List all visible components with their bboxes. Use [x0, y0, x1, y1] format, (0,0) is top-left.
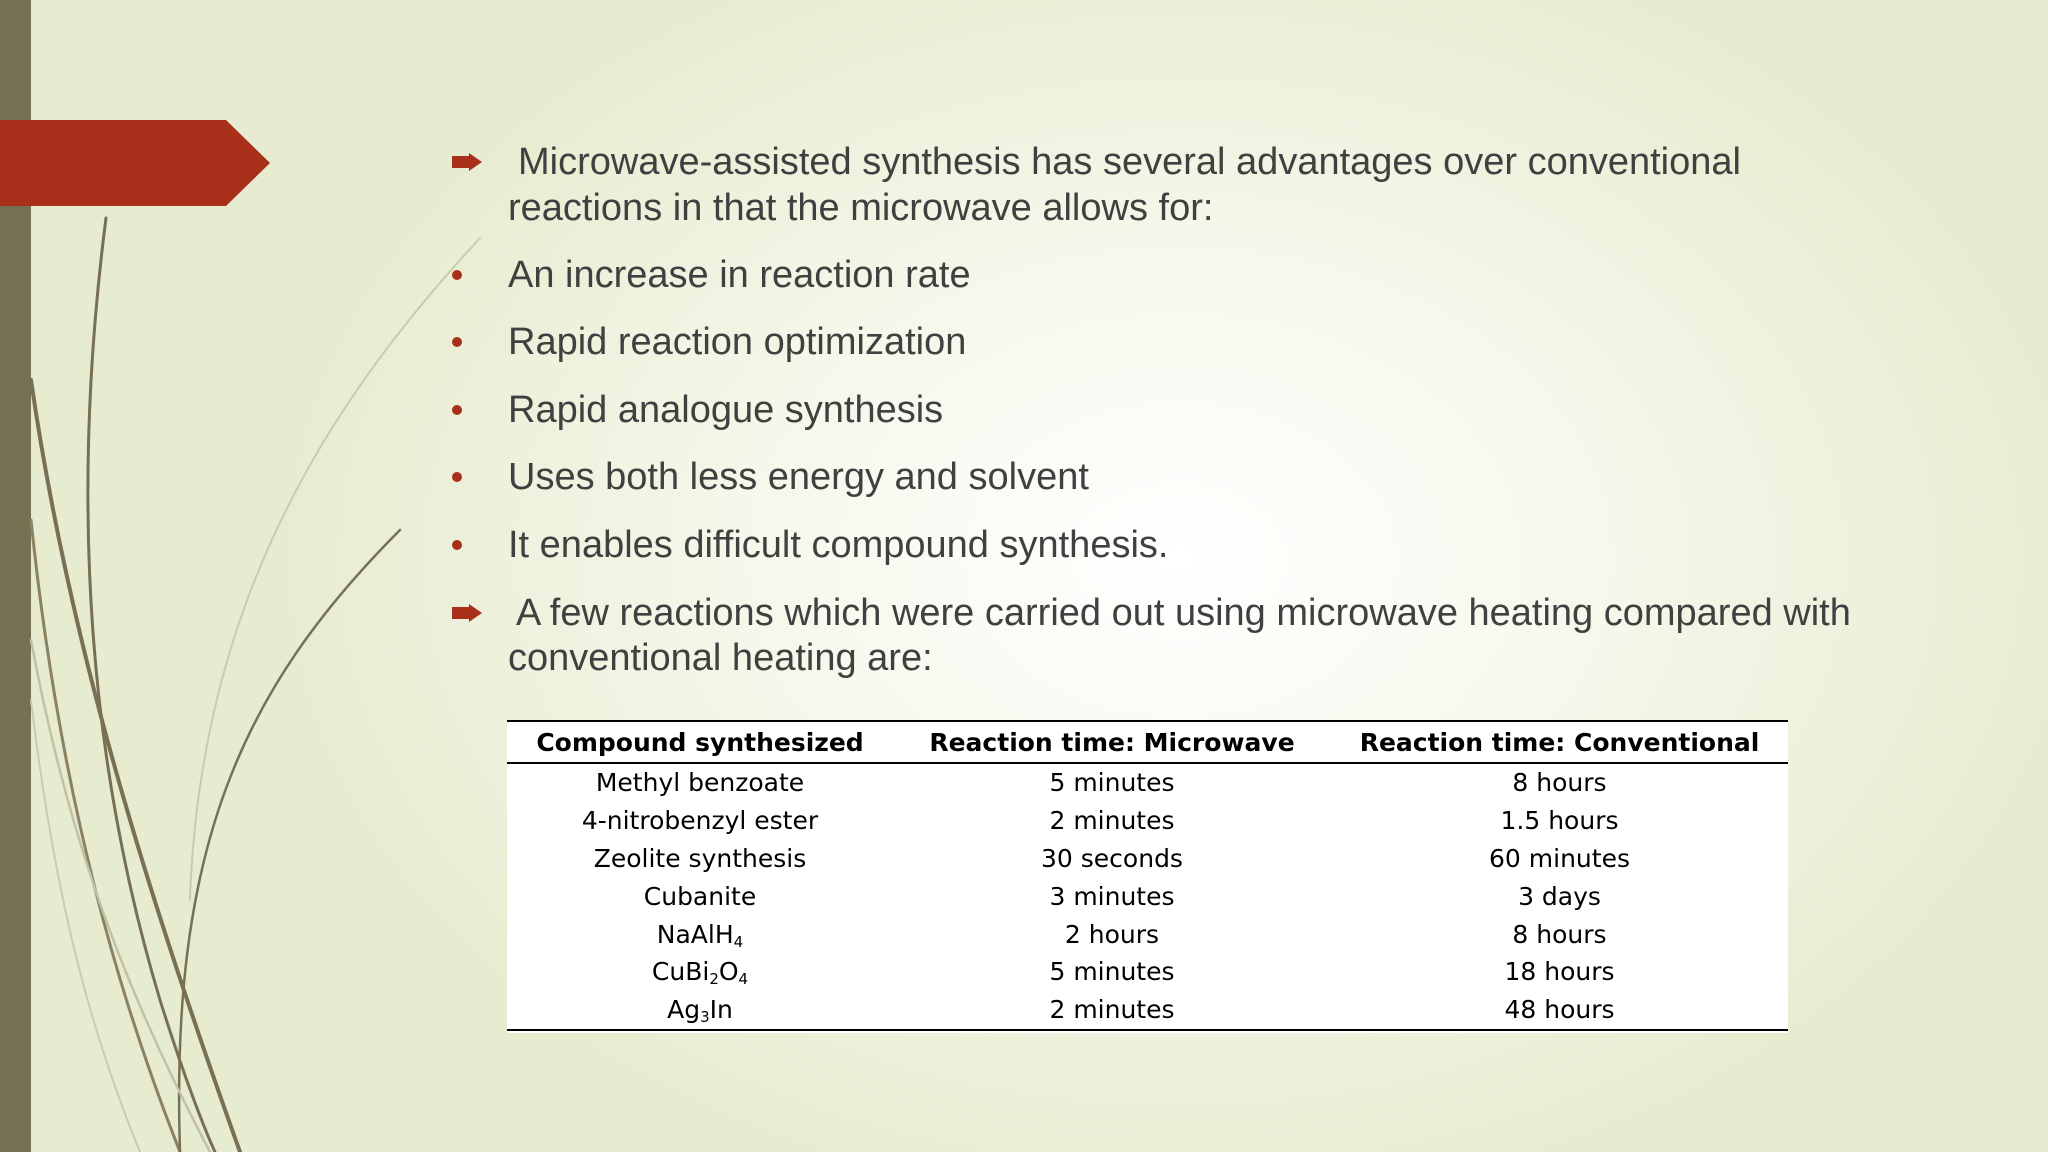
title-arrow-banner [0, 120, 270, 206]
compound-cell: 4-nitrobenzyl ester [581, 806, 819, 836]
table-row [507, 763, 1788, 802]
table-row [507, 991, 1788, 1030]
reaction-time-table-container [507, 720, 1788, 1033]
formula-text: NaAlH [656, 919, 734, 949]
conventional-time-cell: 8 hours [1512, 768, 1607, 798]
dot-bullet-icon [452, 270, 462, 280]
table-header-row [507, 721, 1788, 763]
table-row [507, 953, 1788, 991]
table-row [507, 840, 1788, 878]
header-compound: Compound synthesized [507, 721, 893, 763]
dot-bullet-icon [452, 540, 462, 550]
formula-subscript: 2 [709, 970, 719, 989]
intro-line-1: Microwave-assisted synthesis has several advantages over conventional [518, 141, 1741, 183]
advantage-item-4: Uses both less energy and solvent [508, 456, 1089, 498]
microwave-time-cell: 2 hours [1064, 919, 1160, 949]
table-row [507, 915, 1788, 953]
advantage-item-1: An increase in reaction rate [508, 254, 971, 296]
conventional-time-cell: 1.5 hours [1500, 806, 1619, 836]
microwave-time-cell: 30 seconds [1041, 843, 1183, 873]
header-microwave-time: Reaction time: Microwave [893, 721, 1331, 763]
dot-bullet-icon [452, 405, 462, 415]
dot-bullet-icon [452, 472, 462, 482]
header-conventional-time: Reaction time: Conventional [1331, 721, 1788, 763]
formula-text: In [709, 995, 733, 1025]
table-row [507, 802, 1788, 840]
formula-subscript: 4 [738, 970, 749, 989]
compound-cell: Cubanite [643, 881, 757, 911]
compound-formula-cell [507, 915, 893, 953]
compound-formula-cell [507, 953, 893, 991]
formula-text: Ag [667, 995, 701, 1025]
arrow-bullet-icon [452, 153, 482, 171]
compound-cell: Zeolite synthesis [593, 843, 807, 873]
comparison-intro-line-1: A few reactions which were carried out using microwave heating compared with [516, 592, 1851, 634]
compound-formula-cell [507, 991, 893, 1030]
conventional-time-cell: 18 hours [1504, 957, 1615, 987]
formula-subscript: 4 [733, 932, 744, 951]
arrow-bullet-icon [452, 604, 482, 622]
formula-text: O [718, 957, 739, 987]
reaction-time-table [507, 720, 1788, 1031]
advantage-item-5: It enables difficult compound synthesis. [508, 524, 1169, 566]
formula-subscript: 3 [700, 1008, 710, 1027]
microwave-time-cell: 2 minutes [893, 991, 1331, 1030]
conventional-time-cell: 60 minutes [1489, 843, 1630, 873]
table-row [507, 877, 1788, 915]
compound-cell: Methyl benzoate [595, 768, 805, 798]
comparison-intro-line-2: conventional heating are: [508, 637, 933, 679]
microwave-time-cell: 2 minutes [1049, 806, 1175, 836]
microwave-time-cell: 5 minutes [1049, 957, 1175, 987]
conventional-time-cell: 3 days [1518, 881, 1601, 911]
advantage-item-3: Rapid analogue synthesis [508, 389, 944, 431]
conventional-time-cell: 48 hours [1331, 991, 1788, 1030]
intro-line-2: reactions in that the microwave allows for: [508, 187, 1214, 229]
advantage-item-2: Rapid reaction optimization [508, 321, 967, 363]
formula-text: CuBi [651, 957, 710, 987]
dot-bullet-icon [452, 337, 462, 347]
conventional-time-cell: 8 hours [1512, 919, 1607, 949]
microwave-time-cell: 5 minutes [1049, 768, 1175, 798]
microwave-time-cell: 3 minutes [1049, 881, 1175, 911]
